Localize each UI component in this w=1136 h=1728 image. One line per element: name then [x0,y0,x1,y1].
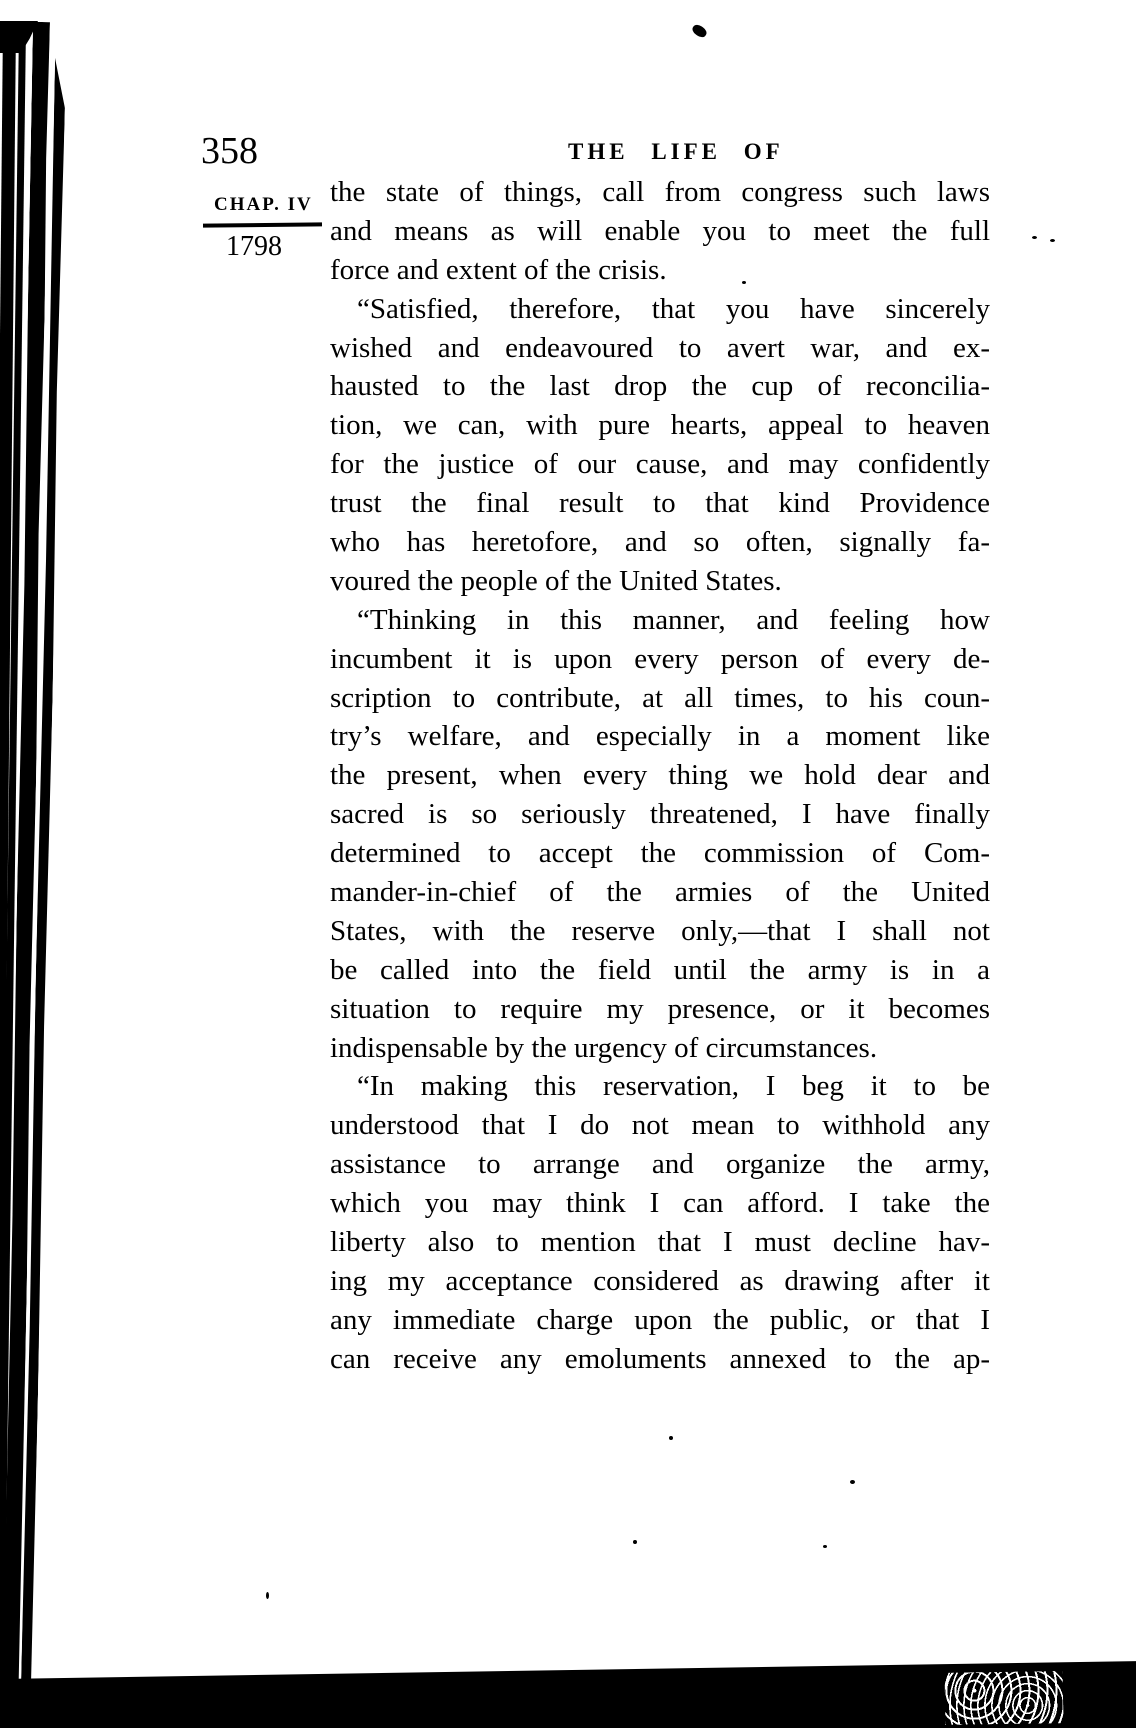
body-line: liberty also to mention that I must decline hav- [330,1226,990,1259]
body-line: tion, we can, with pure hearts, appeal to heaven [330,409,990,442]
scan-speck [850,1480,855,1484]
body-line: situation to require my presence, or it becomes [330,992,990,1025]
body-line: any immediate charge upon the public, or that I [330,1303,990,1336]
scan-speck [823,1545,827,1548]
body-line: can receive any emoluments annexed to the ap- [330,1342,990,1375]
body-line: “Satisfied, therefore, that you have sincerely [357,292,990,325]
body-line: “In making this reservation, I beg it to be [357,1070,990,1103]
body-line: force and extent of the crisis. [330,253,667,286]
body-line: voured the people of the United States. [330,564,782,597]
body-line: try’s welfare, and especially in a moment like [330,720,990,753]
body-line: incumbent it is upon every person of every de- [330,642,990,675]
body-line: who has heretofore, and so often, signally fa- [330,526,990,559]
body-line: for the justice of our cause, and may confidently [330,448,990,481]
body-line: be called into the field until the army is in a [330,953,990,986]
body-line: States, with the reserve only,—that I shall not [330,914,990,947]
body-line: which you may think I can afford. I take the [330,1187,990,1220]
body-line: wished and endeavoured to avert war, and ex- [330,331,990,364]
body-line: hausted to the last drop the cup of reconcilia- [330,370,990,403]
year-label: 1798 [226,231,282,262]
body-line: determined to accept the commission of Com- [330,837,990,870]
body-text [330,173,990,1379]
body-line: “Thinking in this manner, and feeling how [357,603,990,636]
body-line: trust the final result to that kind Providence [330,487,990,520]
scan-artifact-speckle [945,1671,1064,1725]
body-line: the state of things, call from congress such laws [330,176,990,208]
scan-speck [633,1540,637,1544]
scan-speck [669,1436,673,1440]
body-line: mander-in-chief of the armies of the United [330,876,990,909]
body-line: the present, when every thing we hold dear and [330,759,990,792]
body-line: sacred is so seriously threatened, I have finally [330,798,990,831]
body-line: understood that I do not mean to withhold any [330,1109,990,1142]
page-number: 358 [201,130,258,172]
margin-rule [203,222,322,227]
scan-speck [1050,239,1055,242]
scan-speck [742,281,746,284]
running-title: THE LIFE OF [568,139,784,164]
body-line: ing my acceptance considered as drawing after it [330,1264,990,1297]
chapter-label: CHAP. IV [214,194,313,215]
scan-speck [1032,236,1037,239]
body-line: scription to contribute, at all times, to his coun- [330,681,990,714]
scan-speck [266,1592,269,1599]
body-line: assistance to arrange and organize the army, [330,1148,990,1181]
body-line: and means as will enable you to meet the full [330,214,990,247]
scan-speck [690,23,708,40]
body-line: indispensable by the urgency of circumstances. [330,1031,878,1064]
